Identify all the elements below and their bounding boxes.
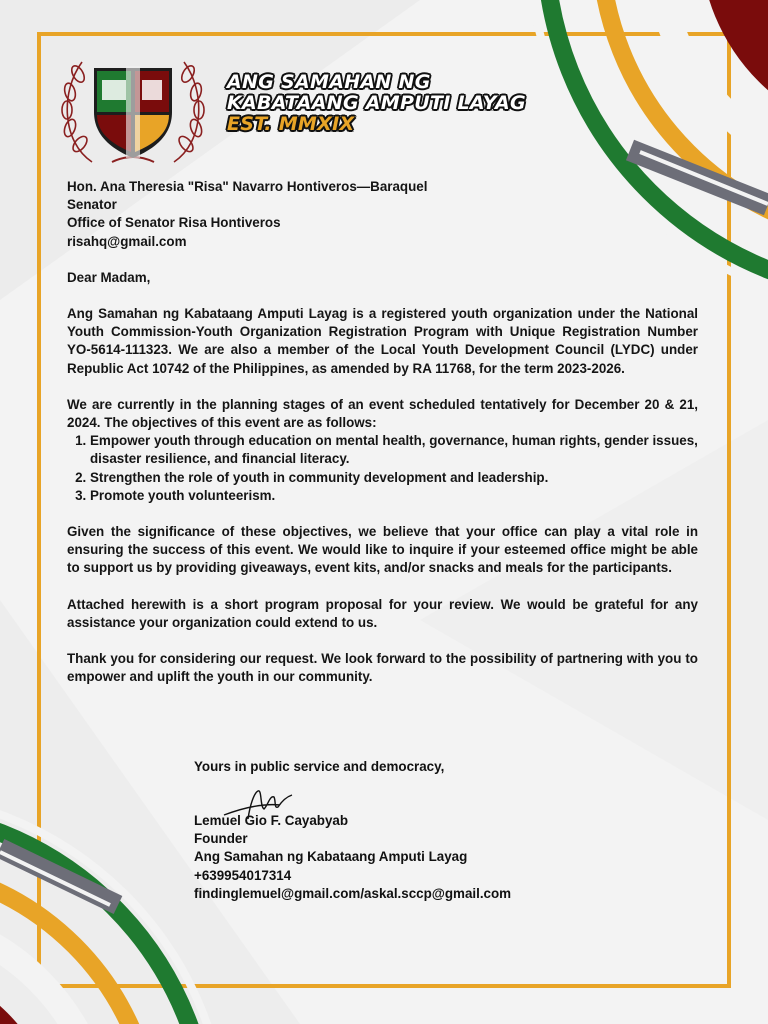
- recipient-name: Hon. Ana Theresia "Risa" Navarro Hontiveros—Baraquel: [67, 179, 428, 194]
- paragraph-introduction: Ang Samahan ng Kabataang Amputi Layag is a registered youth organization under the National Youth Commission-Youth Organization Registration Program with Unique Registration Number YO-5614-111323. We are also a member of the Local Youth Development Council (LYDC) under Republic Act 10742 of the Philippines, as amended by RA 11768, for the term 2023-2026.: [67, 306, 698, 376]
- org-established: EST. MMXIX: [227, 113, 355, 135]
- signer-title: Founder: [194, 831, 248, 847]
- org-title-line2: KABATAANG AMPUTI LAYAG: [227, 92, 526, 114]
- signer-phone: +639954017314: [194, 867, 292, 883]
- signatory-block: [194, 812, 511, 903]
- objective-item: 3. Promote youth volunteerism.: [90, 487, 698, 505]
- organization-logo: [52, 52, 214, 170]
- recipient-block: [67, 178, 698, 251]
- org-title-line1: ANG SAMAHAN NG: [227, 71, 431, 93]
- signer-organization: Ang Samahan ng Kabataang Amputi Layag: [194, 849, 468, 865]
- organization-name: [227, 72, 526, 135]
- signer-name: Lemuel Gio F. Cayabyab: [194, 813, 349, 828]
- recipient-position: Senator: [67, 197, 117, 213]
- recipient-office: Office of Senator Risa Hontiveros: [67, 215, 281, 231]
- paragraph-request: Given the significance of these objectives, we believe that your office can play a vital role in ensuring the success of this event. We would like to inquire if your esteemed office might be able to support us by providing giveaways, event kits, and/or snacks and meals for the participants.: [67, 524, 698, 576]
- objectives-list: [67, 432, 698, 505]
- objective-item: 1. Empower youth through education on mental health, governance, human rights, gender issues, disaster resilience, and financial literacy.: [90, 432, 698, 468]
- paragraph-thanks: Thank you for considering our request. We look forward to the possibility of partnering with you to empower and uplift the youth in our community.: [67, 651, 698, 685]
- paragraph-attachment: Attached herewith is a short program proposal for your review. We would be grateful for any assistance your organization could extend to us.: [67, 596, 698, 630]
- letter-body: [67, 178, 698, 686]
- paragraph-event: We are currently in the planning stages of an event scheduled tentatively for December 20 & 21, 2024. The objectives of this event are as follows:: [67, 396, 698, 431]
- salutation: Dear Madam,: [67, 269, 151, 285]
- objective-item: 2. Strengthen the role of youth in community development and leadership.: [90, 469, 698, 487]
- closing-block: [194, 758, 444, 776]
- valediction: Yours in public service and democracy,: [194, 759, 445, 774]
- letterhead: [52, 52, 526, 172]
- recipient-email: risahq@gmail.com: [67, 233, 187, 249]
- signer-emails: findinglemuel@gmail.com/askal.sccp@gmail.com: [194, 885, 512, 901]
